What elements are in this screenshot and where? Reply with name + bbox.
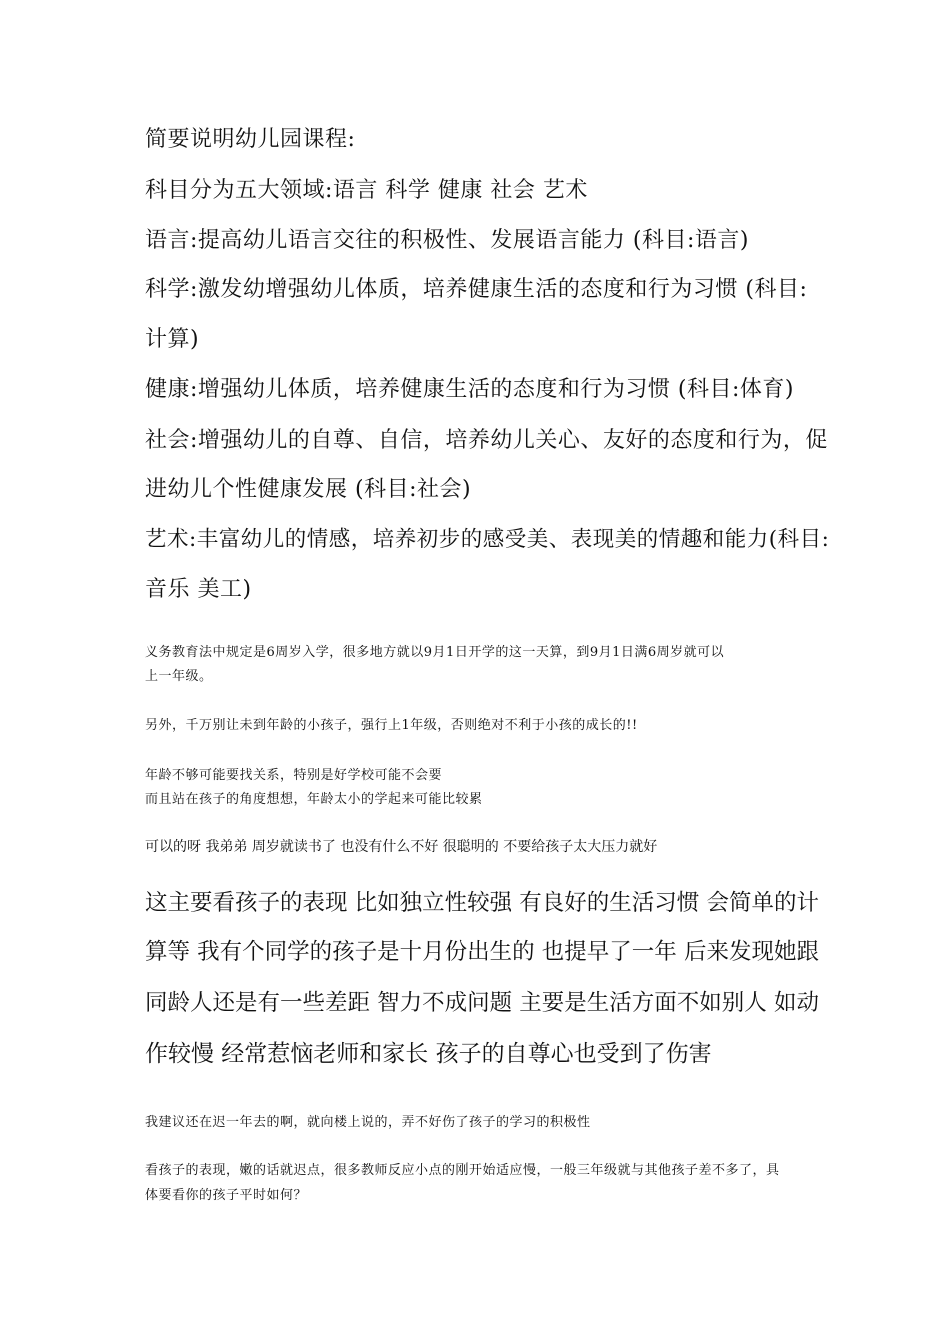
paragraph-line: 同龄人还是有一些差距 智力不成问题 主要是生活方面不如别人 如动 xyxy=(145,990,819,1016)
curriculum-line: 社会:增强幼儿的自尊、自信，培养幼儿关心、友好的态度和行为，促 xyxy=(145,428,828,453)
paragraph-line: 义务教育法中规定是6周岁入学，很多地方就以9月1日开学的这一天算，到9月1日满6周岁就可以 xyxy=(145,645,725,660)
paragraph: 可以的呀 我弟弟 周岁就读书了 也没有什么不好 很聪明的 不要给孩子太大压力就好 xyxy=(145,839,658,855)
paragraph-line: 算等 我有个同学的孩子是十月份出生的 也提早了一年 后来发现她跟 xyxy=(145,939,819,965)
paragraph-line: 体要看你的孩子平时如何？ xyxy=(145,1188,308,1203)
paragraph-line: 作较慢 经常惹恼老师和家长 孩子的自尊心也受到了伤害 xyxy=(145,1041,712,1067)
curriculum-line: 科目分为五大领域:语言 科学 健康 社会 艺术 xyxy=(145,178,588,203)
curriculum-line: 进幼儿个性健康发展 (科目:社会) xyxy=(145,477,472,502)
paragraph-line: 年龄不够可能要找关系，特别是好学校可能不会要 xyxy=(145,768,443,783)
paragraph-line: 而且站在孩子的角度想想，年龄太小的学起来可能比较累 xyxy=(145,792,483,807)
curriculum-line: 艺术:丰富幼儿的情感，培养初步的感受美、表现美的情趣和能力(科目: xyxy=(145,527,830,552)
paragraph-line: 看孩子的表现，嫩的话就迟点，很多教师反应小点的刚开始适应慢，一般三年级就与其他孩子差不多了，具 xyxy=(145,1163,780,1178)
curriculum-line: 计算) xyxy=(145,327,200,352)
paragraph-line: 这主要看孩子的表现 比如独立性较强 有良好的生活习惯 会简单的计 xyxy=(145,890,819,916)
paragraph-line: 上一年级。 xyxy=(145,669,213,684)
curriculum-line: 语言:提高幼儿语言交往的积极性、发展语言能力 (科目:语言) xyxy=(145,228,749,253)
paragraph: 另外，千万别让未到年龄的小孩子，强行上1年级，否则绝对不利于小孩的成长的!! xyxy=(145,718,638,733)
curriculum-line: 健康:增强幼儿体质，培养健康生活的态度和行为习惯 (科目:体育) xyxy=(145,377,794,402)
curriculum-heading: 简要说明幼儿园课程: xyxy=(145,127,356,152)
curriculum-line: 科学:激发幼增强幼儿体质，培养健康生活的态度和行为习惯 (科目: xyxy=(145,277,808,302)
paragraph: 我建议还在迟一年去的啊，就向楼上说的，弄不好伤了孩子的学习的积极性 xyxy=(145,1115,591,1130)
curriculum-line: 音乐 美工) xyxy=(145,577,252,602)
